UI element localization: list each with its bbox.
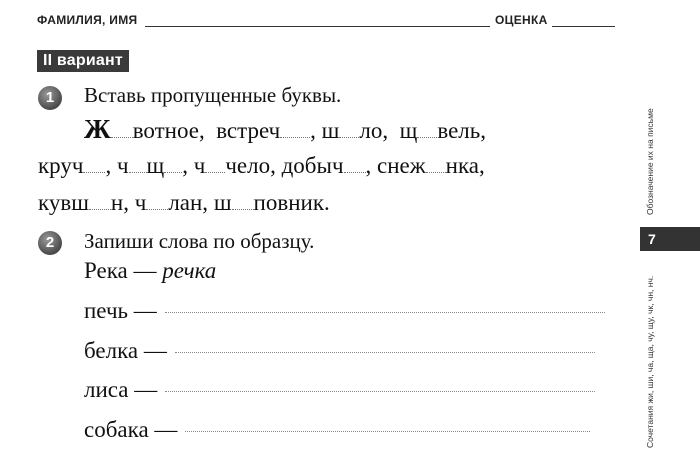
gap[interactable]: [339, 123, 359, 138]
gap[interactable]: [164, 158, 182, 173]
task-1-line-2: круч , ч щ , ч чело, добыч , снеж нка,: [38, 153, 485, 178]
name-label: ФАМИЛИЯ, ИМЯ: [37, 13, 138, 27]
task-1-line-1: Ж вотное, встреч , ш ло, щ вель,: [84, 114, 486, 144]
answer-line[interactable]: [165, 391, 595, 392]
example-word: Река —: [84, 258, 157, 283]
grade-label: ОЦЕНКА: [495, 13, 548, 27]
gap[interactable]: [280, 123, 310, 138]
task-2-word: печь —: [84, 298, 157, 323]
task-2-row-2: [84, 338, 595, 364]
task-2-word: белка —: [84, 338, 167, 363]
task-2-word: собака —: [84, 417, 178, 442]
task-1-line-3: кувш н, ч лан, ш повник.: [38, 190, 330, 215]
gap[interactable]: [129, 158, 147, 173]
task-2-number-icon: 2: [38, 231, 62, 255]
task-2-instruction: Запиши слова по образцу.: [84, 229, 315, 253]
example-answer: речка: [162, 258, 217, 283]
gap[interactable]: [111, 123, 133, 138]
answer-line[interactable]: [185, 431, 590, 432]
answer-line[interactable]: [165, 312, 605, 313]
gap[interactable]: [344, 158, 366, 173]
task-1-number-icon: 1: [38, 86, 62, 110]
task-2-row-3: [84, 377, 595, 403]
capital-letter: Ж: [84, 114, 111, 144]
gap[interactable]: [426, 158, 446, 173]
task-2-word: лиса —: [84, 377, 158, 402]
margin-topic-text: Обозначение их на письме: [645, 108, 655, 215]
gap[interactable]: [232, 195, 254, 210]
task-2-row-1: [84, 298, 605, 324]
grade-line[interactable]: [552, 26, 615, 27]
task-2-example: [84, 258, 216, 284]
variant-badge: II вариант: [37, 50, 129, 72]
name-line[interactable]: [145, 26, 490, 27]
task-2-row-4: [84, 417, 590, 443]
page-number: 7: [640, 227, 700, 251]
gap[interactable]: [83, 158, 105, 173]
margin-theme-text: Сочетания жи, ши, ча, ща, чу, щу, чк, чн, нч.: [645, 275, 655, 448]
task-1-instruction: Вставь пропущенные буквы.: [84, 83, 342, 107]
gap[interactable]: [146, 195, 168, 210]
answer-line[interactable]: [175, 352, 595, 353]
gap[interactable]: [417, 123, 437, 138]
gap[interactable]: [205, 158, 225, 173]
gap[interactable]: [89, 195, 111, 210]
